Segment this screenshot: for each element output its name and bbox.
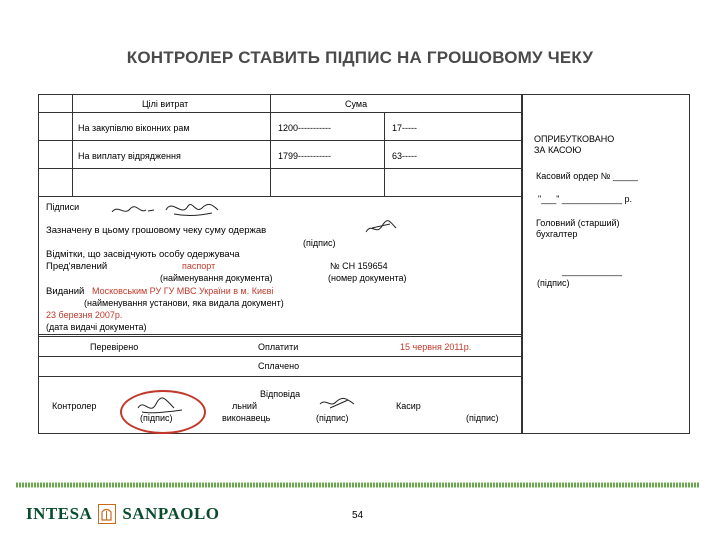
cheque-form [38, 94, 522, 434]
responsible-signature [316, 392, 362, 412]
issue-date-hint: (дата видачі документа) [46, 322, 147, 332]
footer-divider [16, 480, 700, 490]
responsible-line-2: льний [232, 401, 257, 411]
chief-signature-label: (підпис) [537, 278, 570, 288]
responsible-signature-label: (підпис) [316, 413, 349, 423]
signatures-label: Підписи [46, 202, 80, 212]
row-2-kop: 63----- [392, 151, 417, 161]
cashier-signature-label: (підпис) [466, 413, 499, 423]
issuing-authority: Московським РУ ГУ МВС України в м. Києві [92, 286, 274, 296]
page-number: 54 [352, 510, 364, 521]
pay-label: Оплатити [258, 342, 299, 352]
responsible-line-3: виконавець [222, 413, 271, 423]
signature-1 [110, 200, 160, 220]
pay-date: 15 червня 2011р. [400, 342, 472, 352]
issue-date: 23 березня 2007р. [46, 310, 123, 320]
row-1-purpose: На закупівлю віконних рам [78, 123, 190, 133]
brand-left: INTESA [26, 504, 93, 523]
brand-mark-icon [98, 504, 116, 524]
chief-signature-line: ____________ [562, 266, 623, 276]
row-2-purpose: На виплату відрядження [78, 151, 181, 161]
document-number-hint: (номер документа) [328, 273, 407, 283]
column-header-purpose: Цілі витрат [142, 99, 189, 109]
signature-2 [162, 196, 222, 220]
controller-signature-highlight [120, 390, 206, 434]
cashier-label: Касир [396, 401, 421, 411]
issued-prefix: Виданий [46, 286, 85, 297]
responsible-line-1: Відповіда [260, 389, 301, 399]
paid-label: Сплачено [258, 361, 300, 371]
received-stamp-text: ОПРИБУТКОВАНО ЗА КАСОЮ [534, 134, 615, 155]
row-1-amount: 1200----------- [278, 123, 331, 133]
brand-right: SANPAOLO [122, 504, 220, 523]
row-2-amount: 1799----------- [278, 151, 331, 161]
brand-logo [26, 502, 220, 526]
issuer-hint: (найменування установи, яка видала документ) [84, 298, 284, 308]
cash-order-date: "___" ____________ р. [538, 194, 632, 204]
page-title: КОНТРОЛЕР СТАВИТЬ ПІДПИС НА ГРОШОВОМУ ЧЕКУ [126, 48, 594, 67]
document-name-hint: (найменування документа) [160, 273, 273, 283]
section-divider [38, 334, 522, 337]
checked-label: Перевірено [90, 342, 139, 352]
row-1-kop: 17----- [392, 123, 417, 133]
recipient-signature-label: (підпис) [303, 238, 336, 248]
column-header-amount: Сума [345, 99, 368, 109]
controller-label: Контролер [52, 401, 97, 411]
document-number: № СН 159654 [330, 261, 388, 271]
document-type: паспорт [182, 261, 216, 271]
controller-signature-label: (підпис) [140, 413, 173, 423]
presented-label: Пред'явлений [46, 261, 108, 272]
recipient-signature [362, 216, 402, 238]
amount-received-line: Зазначену в цьому грошовому чеку суму одержав [46, 225, 267, 236]
identity-marks-line: Відмітки, що засвідчують особу одержувача [46, 249, 240, 260]
cash-order-number: Касовий ордер № _____ [536, 171, 638, 181]
chief-accountant-label: Головний (старший) бухгалтер [536, 218, 620, 239]
